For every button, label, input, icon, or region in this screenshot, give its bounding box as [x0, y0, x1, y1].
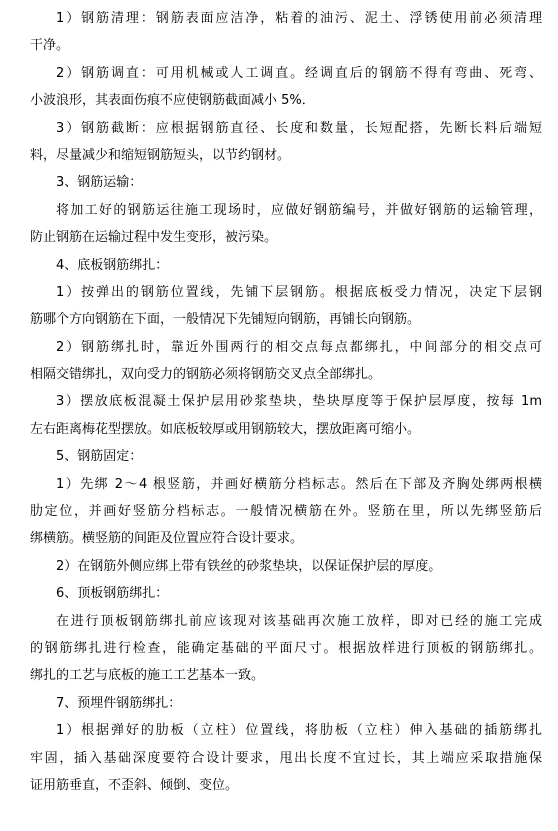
text-line: 左右距离梅花型摆放。如底板较厚或用钢筋较大，摆放距离可缩小。 — [30, 421, 421, 437]
text-line: 3、钢筋运输： — [56, 175, 143, 191]
text-line: 在进行顶板钢筋绑扎前应该现对该基础再次施工放样，即对已经的施工完成 — [56, 613, 542, 629]
text-line: 绑扎的工艺与底板的施工工艺基本一致。 — [30, 668, 265, 684]
text-line: 绑横筋。横竖筋的间距及位置应符合设计要求。 — [30, 531, 304, 547]
text-line: 相隔交错绑扎，双向受力的钢筋必须将钢筋交叉点全部绑扎。 — [30, 367, 382, 383]
text-line: 料，尽量减少和缩短钢筋短头，以节约钢材。 — [30, 147, 291, 163]
text-line: 将加工好的钢筋运往施工现场时，应做好钢筋编号，并做好钢筋的运输管理， — [56, 202, 542, 218]
text-line: 3）摆放底板混凝土保护层用砂浆垫块，垫块厚度等于保护层厚度，按每 1m — [56, 394, 542, 410]
text-line: 7、预埋件钢筋绑扎： — [56, 695, 182, 711]
text-line: 牢固，插入基础深度要符合设计要求，甩出长度不宜过长，其上端应采取措施保 — [30, 750, 542, 766]
text-line: 证用筋垂直，不歪斜、倾倒、变位。 — [30, 777, 239, 793]
text-line: 2）在钢筋外侧应绑上带有铁丝的砂浆垫块，以保证保护层的厚度。 — [56, 558, 442, 574]
text-line: 6、顶板钢筋绑扎： — [56, 586, 169, 602]
text-line: 1）钢筋清理：钢筋表面应洁净，粘着的油污、泥土、浮锈使用前必须清理 — [56, 11, 542, 26]
text-line: 5、钢筋固定： — [56, 449, 143, 465]
text-line: 干净。 — [30, 38, 70, 54]
text-line: 1）按弹出的钢筋位置线，先铺下层钢筋。根据底板受力情况，决定下层钢 — [56, 284, 542, 300]
text-line: 3）钢筋截断：应根据钢筋直径、长度和数量，长短配搭，先断长料后端短 — [56, 120, 542, 136]
text-line: 1）根据弹好的肋板（立柱）位置线，将肋板（立柱）伸入基础的插筋绑扎 — [56, 723, 542, 739]
text-line: 4、底板钢筋绑扎： — [56, 257, 169, 273]
text-line: 筋哪个方向钢筋在下面，一般情况下先铺短向钢筋，再铺长向钢筋。 — [30, 312, 421, 328]
text-line: 防止钢筋在运输过程中发生变形，被污染。 — [30, 230, 278, 246]
text-line: 的钢筋绑扎进行检查，能确定基础的平面尺寸。根据放样进行顶板的钢筋绑扎。 — [30, 640, 542, 656]
text-line: 1）先绑 2～4 根竖筋，并画好横筋分档标志。然后在下部及齐胸处绑两根横 — [56, 476, 542, 492]
text-line: 肋定位，并画好竖筋分档标志。一般情况横筋在外。竖筋在里，所以先绑竖筋后 — [30, 504, 542, 520]
text-line: 小波浪形，其表面伤痕不应使钢筋截面减小 5%． — [30, 93, 315, 109]
text-line: 2）钢筋绑扎时，靠近外围两行的相交点每点都绑扎，中间部分的相交点可 — [56, 339, 542, 355]
text-line: 2）钢筋调直：可用机械或人工调直。经调直后的钢筋不得有弯曲、死弯、 — [56, 65, 542, 81]
